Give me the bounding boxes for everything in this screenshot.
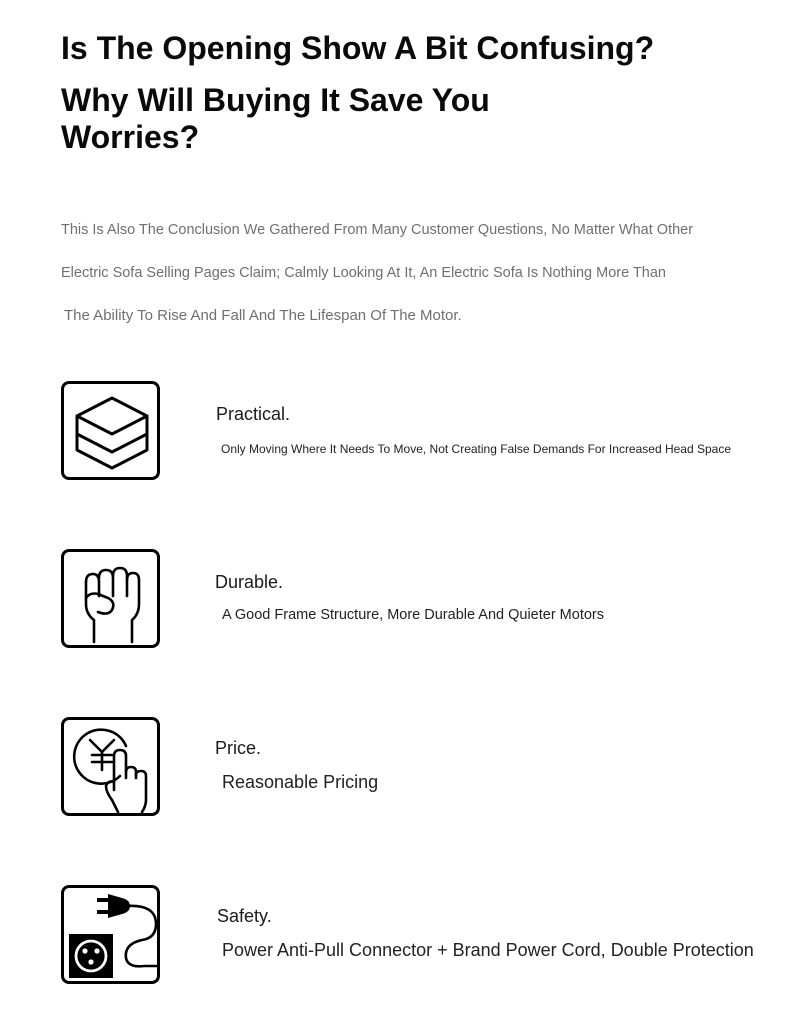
power-plug-socket-icon bbox=[61, 885, 160, 984]
stacked-layers-icon bbox=[61, 381, 160, 480]
intro-line-1: This Is Also The Conclusion We Gathered From Many Customer Questions, No Matter What Other bbox=[61, 222, 694, 238]
feature-title-durable: Durable. bbox=[215, 572, 284, 592]
feature-title-price: Price. bbox=[215, 738, 262, 758]
intro-line-2: Electric Sofa Selling Pages Claim; Calmly Looking At It, An Electric Sofa Is Nothing More Than bbox=[61, 265, 666, 281]
feature-desc-safety: Power Anti-Pull Connector + Brand Power Cord, Double Protection bbox=[222, 940, 754, 960]
intro-line-3: The Ability To Rise And Fall And The Lifespan Of The Motor. bbox=[64, 307, 462, 324]
page-subtitle: Why Will Buying It Save You Worries? bbox=[61, 82, 490, 155]
feature-desc-price: Reasonable Pricing bbox=[222, 772, 379, 792]
yen-coin-tap-icon bbox=[61, 717, 160, 816]
raised-fist-icon bbox=[61, 549, 160, 648]
feature-title-safety: Safety. bbox=[217, 906, 272, 926]
feature-desc-practical: Only Moving Where It Needs To Move, Not Creating False Demands For Increased Head Space bbox=[221, 442, 732, 456]
page-title: Is The Opening Show A Bit Confusing? bbox=[61, 30, 655, 66]
feature-desc-durable: A Good Frame Structure, More Durable And Quieter Motors bbox=[222, 607, 604, 623]
feature-title-practical: Practical. bbox=[216, 404, 291, 424]
